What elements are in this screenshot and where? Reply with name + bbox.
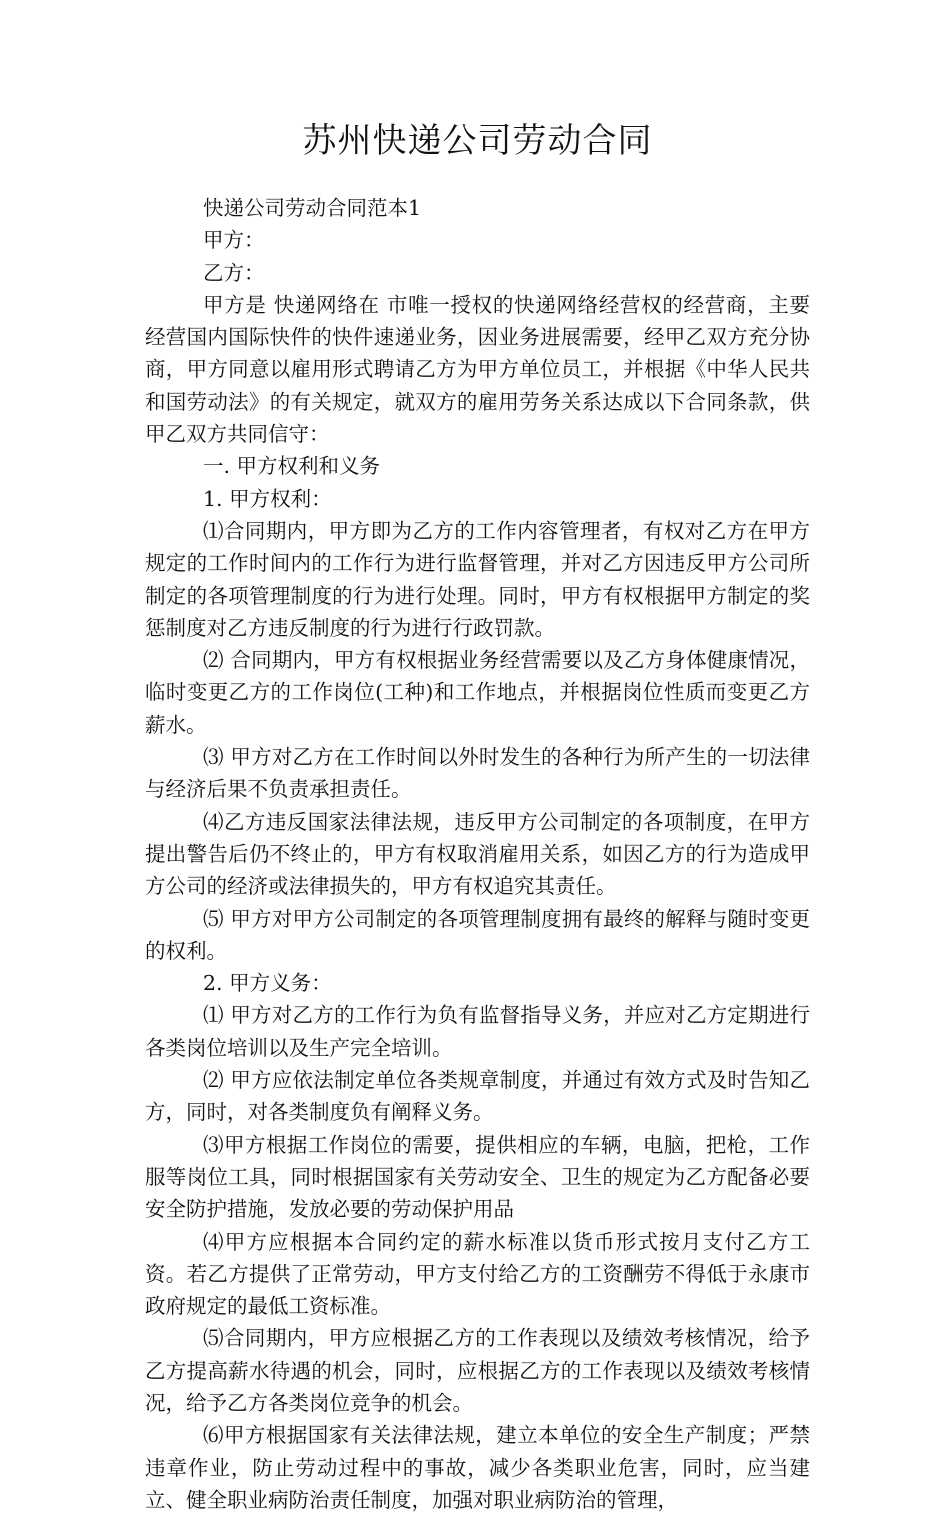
paragraph-obligation-6: ⑹甲方根据国家有关法律法规，建立本单位的安全生产制度；严禁违章作业，防止劳动过程中的事故，减少各类职业危害，同时，应当建立、健全职业病防治责任制度，加强对职业病防治的管理， bbox=[145, 1423, 810, 1512]
paragraph-preamble: 甲方是 快递网络在 市唯一授权的快递网络经营权的经营商，主要经营国内国际快件的快件速递业务，因业务进展需要，经甲乙双方充分协商，甲方同意以雇用形式聘请乙方为甲方单位员工，并根据《中华人民共和国劳动法》的有关规定，就双方的雇用劳务关系达成以下合同条款，供甲乙双方共同信守： bbox=[145, 292, 810, 447]
subsection-heading-party-a-obligations: 2. 甲方义务： bbox=[203, 971, 332, 996]
subsection-heading-party-a-rights: 1. 甲方权利： bbox=[203, 486, 332, 511]
paragraph-right-3: ⑶ 甲方对乙方在工作时间以外时发生的各种行为所产生的一切法律与经济后果不负责承担责任。 bbox=[145, 745, 810, 802]
paragraph-right-5: ⑸ 甲方对甲方公司制定的各项管理制度拥有最终的解释与随时变更的权利。 bbox=[145, 906, 810, 963]
paragraph-obligation-1: ⑴ 甲方对乙方的工作行为负有监督指导义务，并应对乙方定期进行各类岗位培训以及生产完全培训。 bbox=[145, 1003, 810, 1060]
paragraph-right-1: ⑴合同期内，甲方即为乙方的工作内容管理者，有权对乙方在甲方规定的工作时间内的工作行为进行监督管理，并对乙方因违反甲方公司所制定的各项管理制度的行为进行处理。同时，甲方有权根据甲方制定的奖惩制度对乙方违反制度的行为进行行政罚款。 bbox=[145, 518, 810, 640]
paragraph-party-a: 甲方： bbox=[203, 228, 265, 253]
document-title: 苏州快递公司劳动合同 bbox=[302, 121, 653, 161]
section-heading-party-a-rights-obligations: 一. 甲方权利和义务 bbox=[203, 454, 381, 479]
paragraph-obligation-5: ⑸合同期内，甲方应根据乙方的工作表现以及绩效考核情况，给予乙方提高薪水待遇的机会，同时，应根据乙方的工作表现以及绩效考核情况，给予乙方各类岗位竞争的机会。 bbox=[145, 1326, 810, 1415]
paragraph-right-2: ⑵ 合同期内，甲方有权根据业务经营需要以及乙方身体健康情况，临时变更乙方的工作岗位(工种)和工作地点，并根据岗位性质而变更乙方薪水。 bbox=[145, 648, 810, 737]
paragraph-obligation-2: ⑵ 甲方应依法制定单位各类规章制度，并通过有效方式及时告知乙方，同时，对各类制度负有阐释义务。 bbox=[145, 1068, 810, 1125]
document-page bbox=[145, 118, 810, 1516]
document-body bbox=[145, 192, 810, 1516]
paragraph-obligation-4: ⑷甲方应根据本合同约定的薪水标准以货币形式按月支付乙方工资。若乙方提供了正常劳动，甲方支付给乙方的工资酬劳不得低于永康市政府规定的最低工资标准。 bbox=[145, 1229, 810, 1319]
paragraph-party-b: 乙方： bbox=[203, 260, 265, 285]
paragraph-obligation-3: ⑶甲方根据工作岗位的需要，提供相应的车辆，电脑，把枪，工作服等岗位工具，同时根据国家有关劳动安全、卫生的规定为乙方配备必要安全防护措施，发放必要的劳动保护用品 bbox=[145, 1132, 810, 1222]
paragraph-right-4: ⑷乙方违反国家法律法规，违反甲方公司制定的各项制度，在甲方提出警告后仍不终止的，甲方有权取消雇用关系，如因乙方的行为造成甲方公司的经济或法律损失的，甲方有权追究其责任。 bbox=[145, 809, 810, 899]
paragraph-template-name: 快递公司劳动合同范本1 bbox=[203, 196, 422, 220]
